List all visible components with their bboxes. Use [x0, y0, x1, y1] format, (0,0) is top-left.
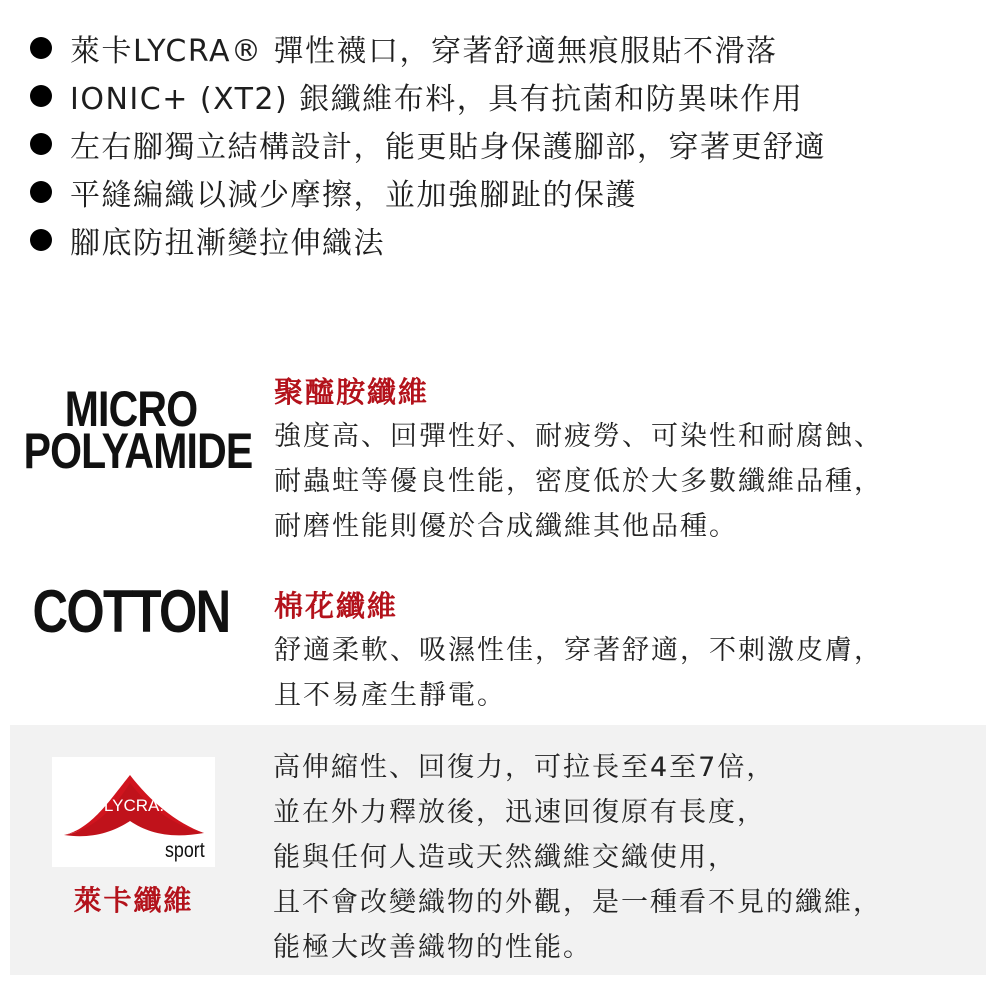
description-line: 能與任何人造或天然纖維交織使用， — [273, 842, 737, 873]
feature-item — [30, 168, 980, 216]
cotton-description — [274, 584, 974, 718]
logo-line: MICRO — [64, 381, 198, 437]
lycra-brand-text: LYCRA. — [103, 796, 165, 815]
description-line: 耐磨性能則優於合成纖維其他品種。 — [274, 511, 738, 542]
description-line: 強度高、回彈性好、耐疲勞、可染性和耐腐蝕、 — [274, 421, 883, 452]
description-line: 並在外力釋放後，迅速回復原有長度， — [273, 797, 766, 828]
micro-polyamide-description — [274, 370, 974, 549]
bullet-dot-icon — [30, 37, 52, 59]
feature-text: IONIC+ (XT2) 銀纖維布料，具有抗菌和防異味作用 — [70, 82, 804, 117]
logo-line: POLYAMIDE — [23, 423, 253, 479]
bullet-dot-icon — [30, 181, 52, 203]
feature-item — [30, 216, 980, 264]
lycra-sport-logo — [52, 757, 215, 867]
description-line: 高伸縮性、回復力，可拉長至4至7倍， — [273, 752, 776, 783]
feature-item — [30, 24, 980, 72]
sport-label: sport — [165, 839, 205, 862]
lycra-section — [10, 725, 986, 975]
bullet-dot-icon — [30, 85, 52, 107]
feature-item — [30, 72, 980, 120]
logo-line: COTTON — [32, 578, 230, 645]
feature-list — [30, 24, 980, 264]
section-title: 聚醯胺纖維 — [274, 375, 430, 409]
feature-text: 腳底防扭漸變拉伸織法 — [70, 226, 385, 261]
feature-text: 左右腳獨立結構設計，能更貼身保護腳部，穿著更舒適 — [70, 130, 826, 165]
lycra-caption: 萊卡纖維 — [73, 884, 194, 917]
description-line: 且不會改變織物的外觀，是一種看不見的纖維， — [273, 887, 882, 918]
lycra-description — [273, 745, 973, 970]
description-line: 舒適柔軟、吸濕性佳，穿著舒適，不刺激皮膚， — [274, 635, 883, 666]
bullet-dot-icon — [30, 229, 52, 251]
description-line: 且不易產生靜電。 — [274, 680, 506, 711]
bullet-dot-icon — [30, 133, 52, 155]
feature-text: 平縫編織以減少摩擦，並加強腳趾的保護 — [70, 178, 637, 213]
description-line: 能極大改善織物的性能。 — [273, 932, 592, 963]
cotton-logo — [0, 578, 262, 645]
section-title: 棉花纖維 — [274, 589, 399, 623]
feature-item — [30, 120, 980, 168]
description-line: 耐蟲蛀等優良性能，密度低於大多數纖維品種， — [274, 466, 883, 497]
micro-polyamide-logo — [0, 381, 262, 479]
feature-text: 萊卡LYCRA® 彈性襪口，穿著舒適無痕服貼不滑落 — [70, 34, 778, 69]
